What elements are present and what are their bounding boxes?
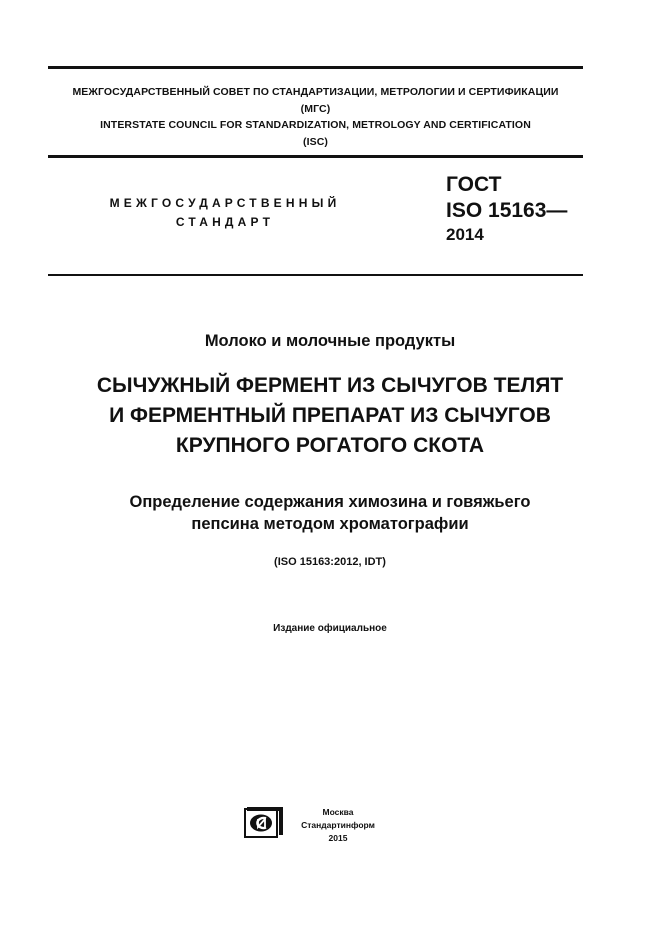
document-method [30,491,630,535]
publisher-year: 2015 [328,833,348,843]
council-header [48,84,583,150]
document-title [30,371,630,461]
standartinform-logo-graphic [244,806,284,838]
title-line: И ФЕРМЕНТНЫЙ ПРЕПАРАТ ИЗ СЫЧУГОВ [109,404,551,427]
standard-type-line1: МЕЖГОСУДАРСТВЕННЫЙ [109,196,341,210]
council-name-en: INTERSTATE COUNCIL FOR STANDARDIZATION, METROLOGY AND CERTIFICATION [100,119,531,131]
edition-note: Издание официальное [273,623,387,634]
standard-designation [446,172,567,246]
publisher-block [296,806,380,845]
top-rule [48,66,583,69]
title-line: СЫЧУЖНЫЙ ФЕРМЕНТ ИЗ СЫЧУГОВ ТЕЛЯТ [96,374,564,397]
standartinform-logo-icon [244,806,284,838]
publisher-name: Стандартинформ [301,820,375,830]
standard-type [70,194,380,232]
method-line: пепсина методом хроматографии [191,515,469,533]
council-name-ru: МЕЖГОСУДАРСТВЕННЫЙ СОВЕТ ПО СТАНДАРТИЗАЦИИ, МЕТРОЛОГИИ И СЕРТИФИКАЦИИ [72,86,559,98]
publisher-city: Москва [322,807,354,817]
method-line: Определение содержания химозина и говяжьего [129,493,531,511]
designation-number: ISO 15163— [446,199,568,222]
standard-type-line2: СТАНДАРТ [175,215,275,229]
council-abbr-ru: (МГС) [300,102,331,115]
council-abbr-en: (ISC) [303,135,328,148]
designation-rule [48,274,583,276]
iso-reference: (ISO 15163:2012, IDT) [274,556,386,568]
document-subject: Молоко и молочные продукты [204,332,456,350]
council-rule [48,155,583,158]
designation-year: 2014 [446,225,484,244]
title-line: КРУПНОГО РОГАТОГО СКОТА [175,434,485,457]
designation-prefix: ГОСТ [446,173,502,196]
